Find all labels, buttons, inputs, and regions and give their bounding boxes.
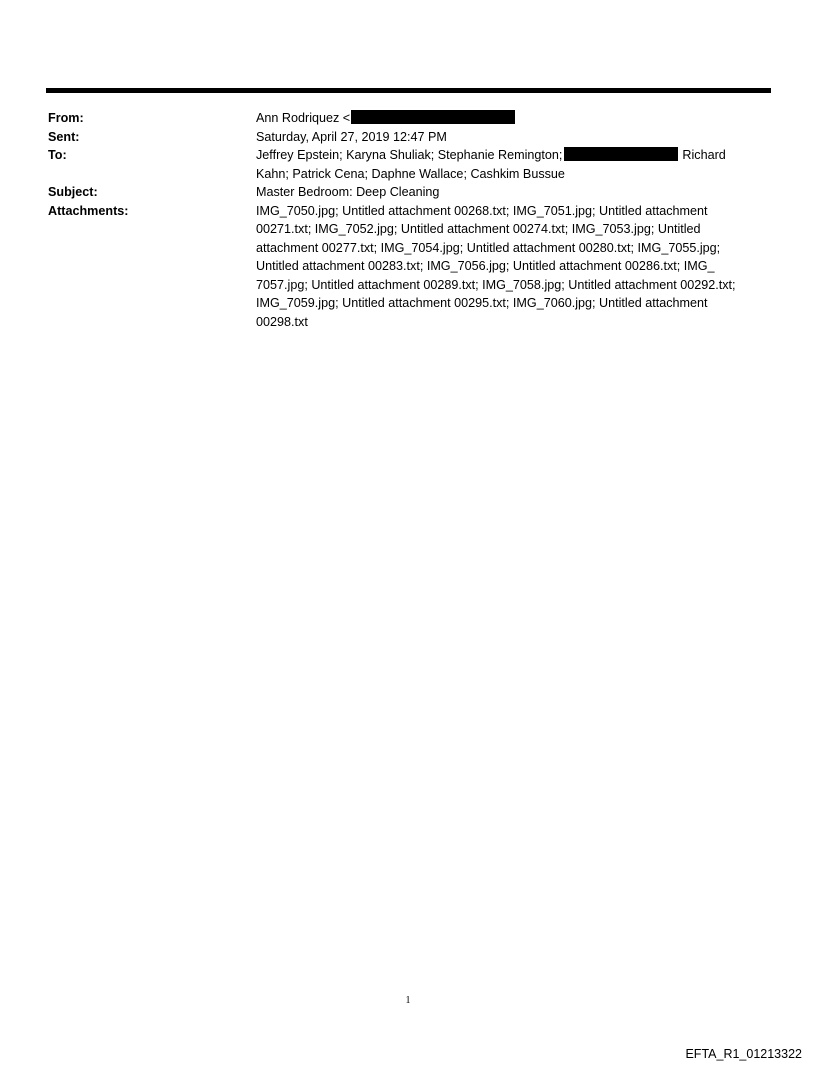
attachments-line: attachment 00277.txt; IMG_7054.jpg; Untitled attachment 00280.txt; IMG_7055.jpg;	[256, 240, 721, 255]
attachments-row	[48, 202, 770, 332]
attachments-line: 00271.txt; IMG_7052.jpg; Untitled attachment 00274.txt; IMG_7053.jpg; Untitled	[256, 222, 701, 236]
header-divider	[46, 88, 771, 93]
from-name: Ann Rodriquez <	[256, 111, 351, 125]
attachments-line: Untitled attachment 00283.txt; IMG_7056.jpg; Untitled attachment 00286.txt; IMG_	[256, 259, 715, 273]
from-value	[256, 109, 770, 128]
subject-value: Master Bedroom: Deep Cleaning	[256, 185, 440, 199]
to-row	[48, 146, 770, 183]
attachments-line: IMG_7050.jpg; Untitled attachment 00268.txt; IMG_7051.jpg; Untitled attachment	[256, 203, 708, 218]
to-value	[256, 146, 770, 183]
sent-row	[48, 128, 770, 147]
redaction-box	[564, 147, 678, 161]
to-label: To:	[48, 148, 67, 162]
to-recipients-part1: Jeffrey Epstein; Karyna Shuliak; Stephanie Remington;	[256, 148, 563, 162]
attachments-line: 00298.txt	[256, 314, 308, 329]
attachments-line: IMG_7059.jpg; Untitled attachment 00295.txt; IMG_7060.jpg; Untitled attachment	[256, 296, 708, 310]
subject-label: Subject:	[48, 185, 98, 199]
attachments-value	[256, 202, 770, 332]
email-header	[48, 109, 770, 331]
sent-value: Saturday, April 27, 2019 12:47 PM	[256, 129, 447, 144]
from-label: From:	[48, 111, 84, 125]
to-line-2: Kahn; Patrick Cena; Daphne Wallace; Cashkim Bussue	[256, 166, 565, 181]
page-number: 1	[405, 995, 411, 1006]
sent-label: Sent:	[48, 129, 80, 144]
document-id: EFTA_R1_01213322	[685, 1047, 802, 1061]
to-line-1	[256, 146, 770, 165]
to-recipients-part2: Richard	[682, 148, 726, 162]
redaction-box	[351, 110, 515, 124]
attachments-label: Attachments:	[48, 203, 129, 218]
from-row	[48, 109, 770, 128]
attachments-line: 7057.jpg; Untitled attachment 00289.txt; IMG_7058.jpg; Untitled attachment 00292.txt;	[256, 277, 736, 292]
subject-row	[48, 183, 770, 202]
